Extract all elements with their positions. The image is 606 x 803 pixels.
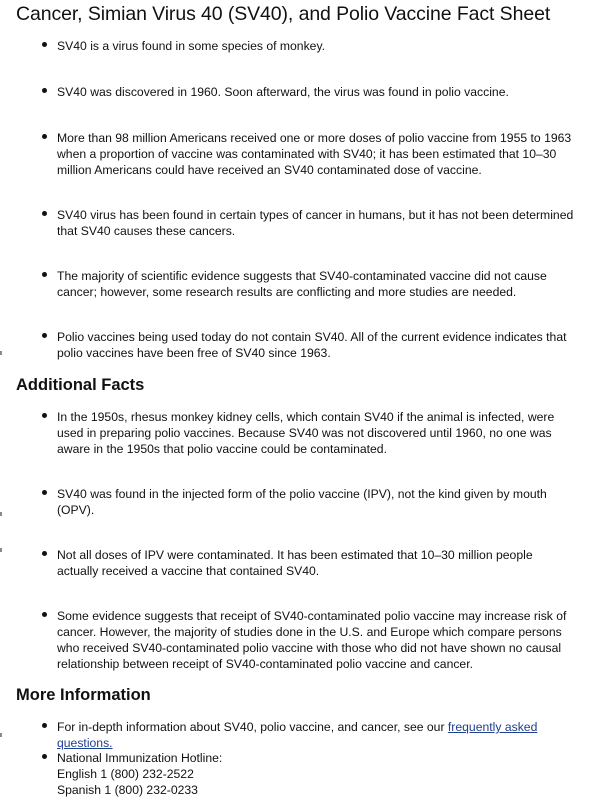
additional-fact-text: SV40 was found in the injected form of the polio vaccine (IPV), not the kind given by mouth (OPV). xyxy=(57,487,547,517)
more-information-heading: More Information xyxy=(16,686,151,704)
fact-text: The majority of scientific evidence suggests that SV40-contaminated vaccine did not cause cancer; however, some research results are conflicting and more studies are needed. xyxy=(57,269,547,299)
bullet-icon xyxy=(42,551,47,556)
fact-item xyxy=(42,38,576,54)
bullet-icon xyxy=(42,413,47,418)
margin-mark xyxy=(0,548,2,552)
fact-item xyxy=(42,207,576,239)
bullet-icon xyxy=(42,723,47,728)
additional-fact-item xyxy=(42,547,576,579)
margin-mark xyxy=(0,351,2,355)
faq-intro-text: For in-depth information about SV40, polio vaccine, and cancer, see our xyxy=(57,720,448,734)
additional-fact-item xyxy=(42,486,576,518)
bullet-icon xyxy=(42,333,47,338)
fact-item xyxy=(42,329,576,361)
bullet-icon xyxy=(42,134,47,139)
additional-fact-text: In the 1950s, rhesus monkey kidney cells, which contain SV40 if the animal is infected, were used in preparing polio vaccines. Because SV40 was not discovered until 1960, no one was aware in the 1950s that polio vaccine could be contaminated. xyxy=(57,410,555,456)
hotline-block xyxy=(57,750,576,798)
additional-fact-text: Some evidence suggests that receipt of SV40-contaminated polio vaccine may increase risk of cancer. However, the majority of studies done in the U.S. and Europe which compare persons who received SV40-contaminated polio vaccine with those who did not have shown no causal relationship between receipt of SV40-contaminated polio vaccine and cancer. xyxy=(57,609,567,671)
fact-text: Polio vaccines being used today do not contain SV40. All of the current evidence indicates that polio vaccines have been free of SV40 since 1963. xyxy=(57,330,567,360)
hotline-english: English 1 (800) 232-2522 xyxy=(57,767,194,781)
bullet-icon xyxy=(42,490,47,495)
fact-text: SV40 virus has been found in certain types of cancer in humans, but it has not been determined that SV40 causes these cancers. xyxy=(57,208,574,238)
fact-text: More than 98 million Americans received one or more doses of polio vaccine from 1955 to 1963 when a proportion of vaccine was contaminated with SV40; it has been estimated that 10–30 million Americans could have received an SV40 contaminated dose of vaccine. xyxy=(57,131,572,177)
hotline-item xyxy=(42,750,576,798)
fact-item xyxy=(42,130,576,178)
bullet-icon xyxy=(42,754,47,759)
bullet-icon xyxy=(42,211,47,216)
bullet-icon xyxy=(42,88,47,93)
additional-fact-item xyxy=(42,608,576,672)
additional-fact-item xyxy=(42,409,576,457)
fact-item xyxy=(42,84,576,100)
faq-link[interactable]: frequently asked questions. xyxy=(57,720,538,750)
page-title: Cancer, Simian Virus 40 (SV40), and Polio Vaccine Fact Sheet xyxy=(16,3,551,25)
fact-item xyxy=(42,268,576,300)
additional-facts-heading: Additional Facts xyxy=(16,376,145,394)
fact-text: SV40 is a virus found in some species of monkey. xyxy=(57,39,326,53)
bullet-icon xyxy=(42,612,47,617)
margin-mark xyxy=(0,512,2,516)
more-info-text xyxy=(57,719,576,751)
bullet-icon xyxy=(42,272,47,277)
margin-mark xyxy=(0,733,2,737)
hotline-title: National Immunization Hotline: xyxy=(57,751,223,765)
fact-text: SV40 was discovered in 1960. Soon afterward, the virus was found in polio vaccine. xyxy=(57,85,509,99)
bullet-icon xyxy=(42,42,47,47)
hotline-spanish: Spanish 1 (800) 232-0233 xyxy=(57,783,198,797)
additional-fact-text: Not all doses of IPV were contaminated. It has been estimated that 10–30 million people actually received a vaccine that contained SV40. xyxy=(57,548,533,578)
more-info-item xyxy=(42,719,576,751)
